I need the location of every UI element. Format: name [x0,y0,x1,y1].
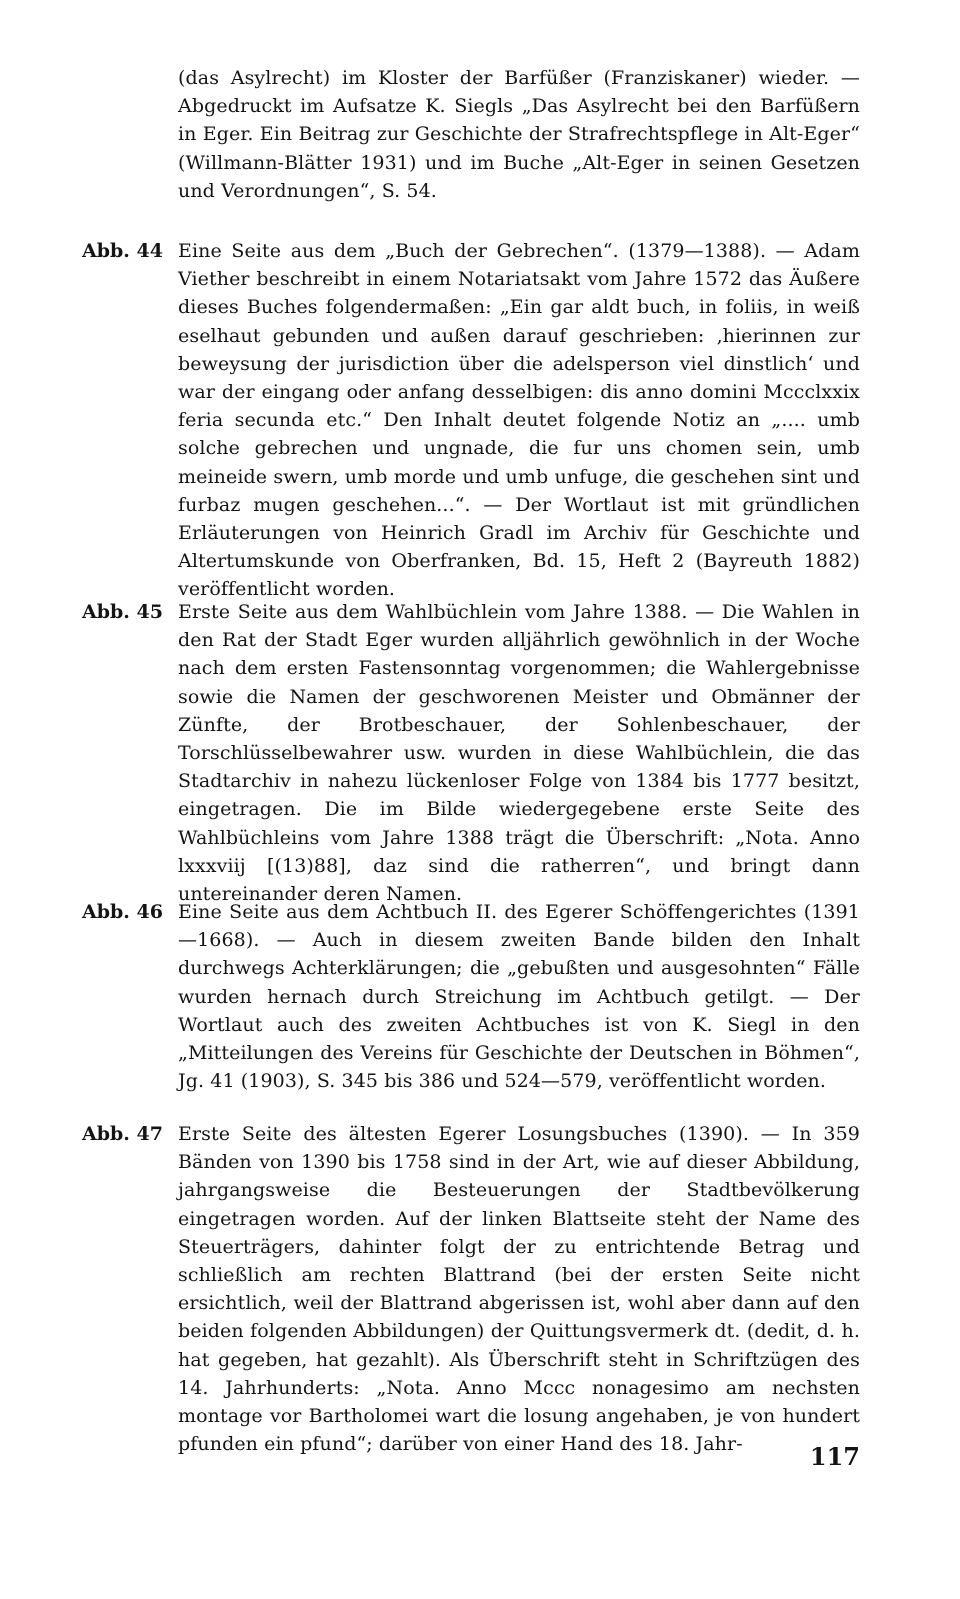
paragraph-abb-47: Erste Seite des ältesten Egerer Losungsbuches (1390). — In 359 Bänden von 1390 bis 1758 sind in der Art, wie auf dieser Abbildung, jahrgangsweise die Besteuerungen der Stadtbevölkerung eingetragen worden. Auf der linken Blattseite steht der Name des Steuerträgers, dahinter folgt der zu entrichtende Betrag und schließlich am rechten Blattrand (bei der ersten Seite nicht ersichtlich, weil der Blattrand abgerissen ist, wohl aber dann auf den beiden folgenden Abbildungen) der Quittungsvermerk dt. (dedit, d. h. hat gegeben, hat gezahlt). Als Überschrift steht in Schriftzügen des 14. Jahrhunderts: „Nota. Anno Mccc nonagesimo am nechsten montage vor Bartholomei wart die losung angehaben, je von hundert pfunden ein pfund“; darüber von einer Hand des 18. Jahr- [178,1123,860,1456]
paragraph-abb-46: Eine Seite aus dem Achtbuch II. des Egerer Schöffengerichtes (1391—1668). — Auch in diesem zweiten Bande bilden den Inhalt durchwegs Achterklärungen; die „gebußten und ausgesohnten“ Fälle wurden hernach durch Streichung im Achtbuch getilgt. — Der Wortlaut auch des zweiten Achtbuches ist von K. Siegl in den „Mitteilungen des Vereins für Geschichte der Deutschen in Böhmen“, Jg. 41 (1903), S. 345 bis 386 und 524—579, veröffentlicht worden. [178,901,860,1093]
paragraph-continuation: (das Asylrecht) im Kloster der Barfüßer (Franziskaner) wieder. — Abgedruckt im Aufsatze K. Siegls „Das Asylrecht bei den Barfüßern in Eger. Ein Beitrag zur Geschichte der Strafrechtspflege in Alt-Eger“ (Willmann-Blätter 1931) und im Buche „Alt-Eger in seinen Gesetzen und Verordnungen“, S. 54. [178,67,860,202]
figure-label-44: Abb. 44 [82,240,163,262]
figure-label-47: Abb. 47 [82,1123,163,1145]
figure-label-46: Abb. 46 [82,901,163,923]
paragraph-abb-45: Erste Seite aus dem Wahlbüchlein vom Jahre 1388. — Die Wahlen in den Rat der Stadt Eger wurden alljährlich gewöhnlich in der Woche nach dem ersten Fastensonntag vorgenommen; die Wahlergebnisse sowie die Namen der geschworenen Meister und Obmänner der Zünfte, der Brotbeschauer, der Sohlenbeschauer, der Torschlüsselbewahrer usw. wurden in diese Wahlbüchlein, die das Stadtarchiv in nahezu lückenloser Folge von 1384 bis 1777 besitzt, eingetragen. Die im Bilde wiedergegebene erste Seite des Wahlbüchleins vom Jahre 1388 trägt die Überschrift: „Nota. Anno lxxxviij [(13)88], daz sind die ratherren“, und bringt dann untereinander deren Namen. [178,601,860,906]
page-number: 117 [809,1442,860,1471]
figure-label-45: Abb. 45 [82,601,163,623]
paragraph-abb-44: Eine Seite aus dem „Buch der Gebrechen“. (1379—1388). — Adam Viether beschreibt in einem Notariatsakt vom Jahre 1572 das Äußere dieses Buches folgendermaßen: „Ein gar aldt buch, in foliis, in weiß eselhaut gebunden und außen darauf geschrieben: ‚hierinnen zur beweysung der jurisdiction über die adelsperson viel dinstlich‘ und war der eingang oder anfang desselbigen: dis anno domini Mccclxxix feria secunda etc.“ Den Inhalt deutet folgende Notiz an „.... umb solche gebrechen und ungnade, die fur uns chomen sein, umb meineide swern, umb morde und umb unfuge, die geschehen sint und furbaz mugen geschehen...“. — Der Wortlaut ist mit gründlichen Erläuterungen von Heinrich Gradl im Archiv für Geschichte und Altertumskunde von Oberfranken, Bd. 15, Heft 2 (Bayreuth 1882) veröffentlicht worden. [178,240,860,601]
